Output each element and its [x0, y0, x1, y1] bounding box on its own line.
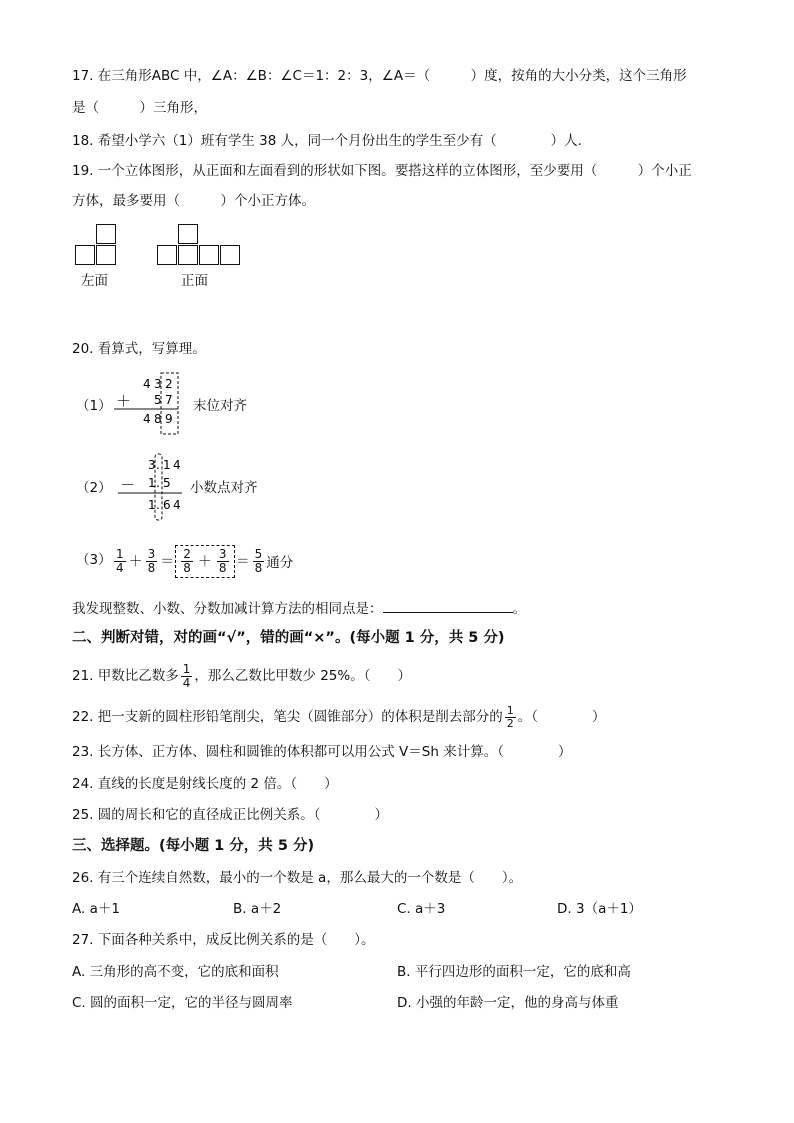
q27-option-c: C. 圆的面积一定，它的半径与圆周率: [72, 995, 293, 1011]
p1-r3-d2: 9: [165, 412, 173, 426]
left-view-label: 左面: [81, 273, 108, 289]
q20-p2-vertical-calc: [112, 452, 192, 524]
q26-option-d: D. 3（a＋1）: [557, 901, 642, 917]
q27-option-b: B. 平行四边形的面积一定，它的底和高: [397, 964, 631, 980]
p3-frac3: $\frac{2}{8}$: [183, 546, 191, 575]
p2-op: －: [120, 476, 136, 494]
q26-option-c: C. a＋3: [397, 901, 446, 917]
front-view-label: 正面: [181, 273, 208, 289]
p2-r1-d1: 1: [163, 458, 171, 472]
q20-p3-num: （3）: [76, 552, 112, 568]
q27-option-a: A. 三角形的高不变，它的底和面积: [72, 964, 279, 980]
q21: 21. 甲数比乙数多 $\frac{1}{4}$ ，那么乙数比甲数少 25%。（ ）: [72, 661, 411, 690]
p1-r2-d1: 7: [165, 393, 173, 407]
p1-r3-d1: 8: [154, 412, 162, 426]
p3-frac1: $\frac{1}{4}$: [116, 546, 124, 575]
q20-p3-calc: [112, 541, 293, 581]
p1-r1-d2: 2: [165, 377, 173, 391]
p1-r1-d1: 3: [154, 377, 162, 391]
p2-r1-dot: .: [156, 458, 160, 472]
q17-line1: 17. 在三角形ABC 中，∠A：∠B：∠C＝1：2：3，∠A＝（ ）度，按角的大小分类，这个三角形: [72, 68, 687, 84]
p3-plus1: ＋: [128, 554, 143, 570]
p3-frac5: $\frac{5}{8}$: [254, 546, 263, 575]
q19-line1: 19. 一个立体图形，从正面和左面看到的形状如下图。要搭这样的立体图形，至少要用（ ）个小正: [72, 163, 692, 179]
section3-title: 三、选择题。(每小题 1 分，共 5 分): [72, 838, 315, 854]
q18-text: 18. 希望小学六（1）班有学生 38 人，同一个月份出生的学生至少有（ ）人.: [72, 133, 582, 149]
p2-r2-dot: .: [156, 476, 160, 490]
q20-p1-vertical-calc: [112, 370, 192, 440]
q24-text: 24. 直线的长度是射线长度的 2 倍。（ ）: [72, 776, 338, 792]
p2-r3-dot: .: [156, 498, 160, 512]
q17-line2: 是（ ）三角形，: [72, 100, 207, 116]
q20-p2-num: （2）: [76, 480, 112, 496]
q20-p1-num: （1）: [76, 398, 112, 414]
p1-r3-d0: 4: [143, 412, 151, 426]
q22: 22. 把一支新的圆柱形铅笔削尖，笔尖（圆锥部分）的体积是削去部分的 $\frac{1}{2}$ 。（ ）: [72, 703, 606, 730]
p3-frac4: $\frac{3}{8}$: [218, 546, 227, 575]
section2-title: 二、判断对错，对的画“√”，错的画“×”。(每小题 1 分，共 5 分): [72, 630, 505, 646]
p2-r3-d0: 1: [148, 498, 156, 512]
q21-frac: $\frac{1}{4}$: [182, 661, 191, 690]
p1-r1-d0: 4: [143, 377, 151, 391]
p3-plus2: ＋: [197, 554, 212, 570]
q19-line2: 方体，最多要用（ ）个小正方体。: [72, 193, 315, 209]
q26-option-a: A. a＋1: [72, 901, 120, 917]
q20-p2-note: 小数点对齐: [190, 480, 258, 496]
p3-note: 通分: [266, 555, 294, 571]
p3-eq2: ＝: [235, 554, 250, 570]
p1-op: ＋: [116, 392, 132, 410]
finding-answer-blank[interactable]: [383, 598, 513, 613]
p1-r2-d0: 5: [154, 393, 162, 407]
q26-text: 26. 有三个连续自然数，最小的一个数是 a，那么最大的一个数是（ ）。: [72, 870, 523, 886]
q22-frac: $\frac{1}{2}$: [506, 703, 514, 730]
q27-option-d: D. 小强的年龄一定，他的身高与体重: [397, 995, 619, 1011]
q27-text: 27. 下面各种关系中，成反比例关系的是（ ）。: [72, 932, 375, 948]
q20-title: 20. 看算式，写算理。: [72, 341, 206, 357]
p3-dashed-box: [175, 545, 234, 578]
p3-eq1: ＝: [160, 554, 175, 570]
p2-r1-d0: 3: [148, 458, 156, 472]
p2-r3-d1: 6: [163, 498, 171, 512]
p2-r3-d2: 4: [173, 498, 181, 512]
q25-text: 25. 圆的周长和它的直径成正比例关系。（ ）: [72, 807, 389, 823]
p2-r2-d1: 5: [163, 476, 171, 490]
q26-option-b: B. a＋2: [233, 901, 282, 917]
q20-finding: 我发现整数、小数、分数加减计算方法的相同点是： 。: [72, 598, 526, 619]
p2-r2-d0: 1: [148, 476, 156, 490]
p3-frac2: $\frac{3}{8}$: [147, 546, 156, 575]
q23-text: 23. 长方体、正方体、圆柱和圆锥的体积都可以用公式 V＝Sh 来计算。（ ）: [72, 744, 572, 760]
p2-r1-d2: 4: [173, 458, 181, 472]
q20-p1-note: 末位对齐: [193, 398, 247, 414]
